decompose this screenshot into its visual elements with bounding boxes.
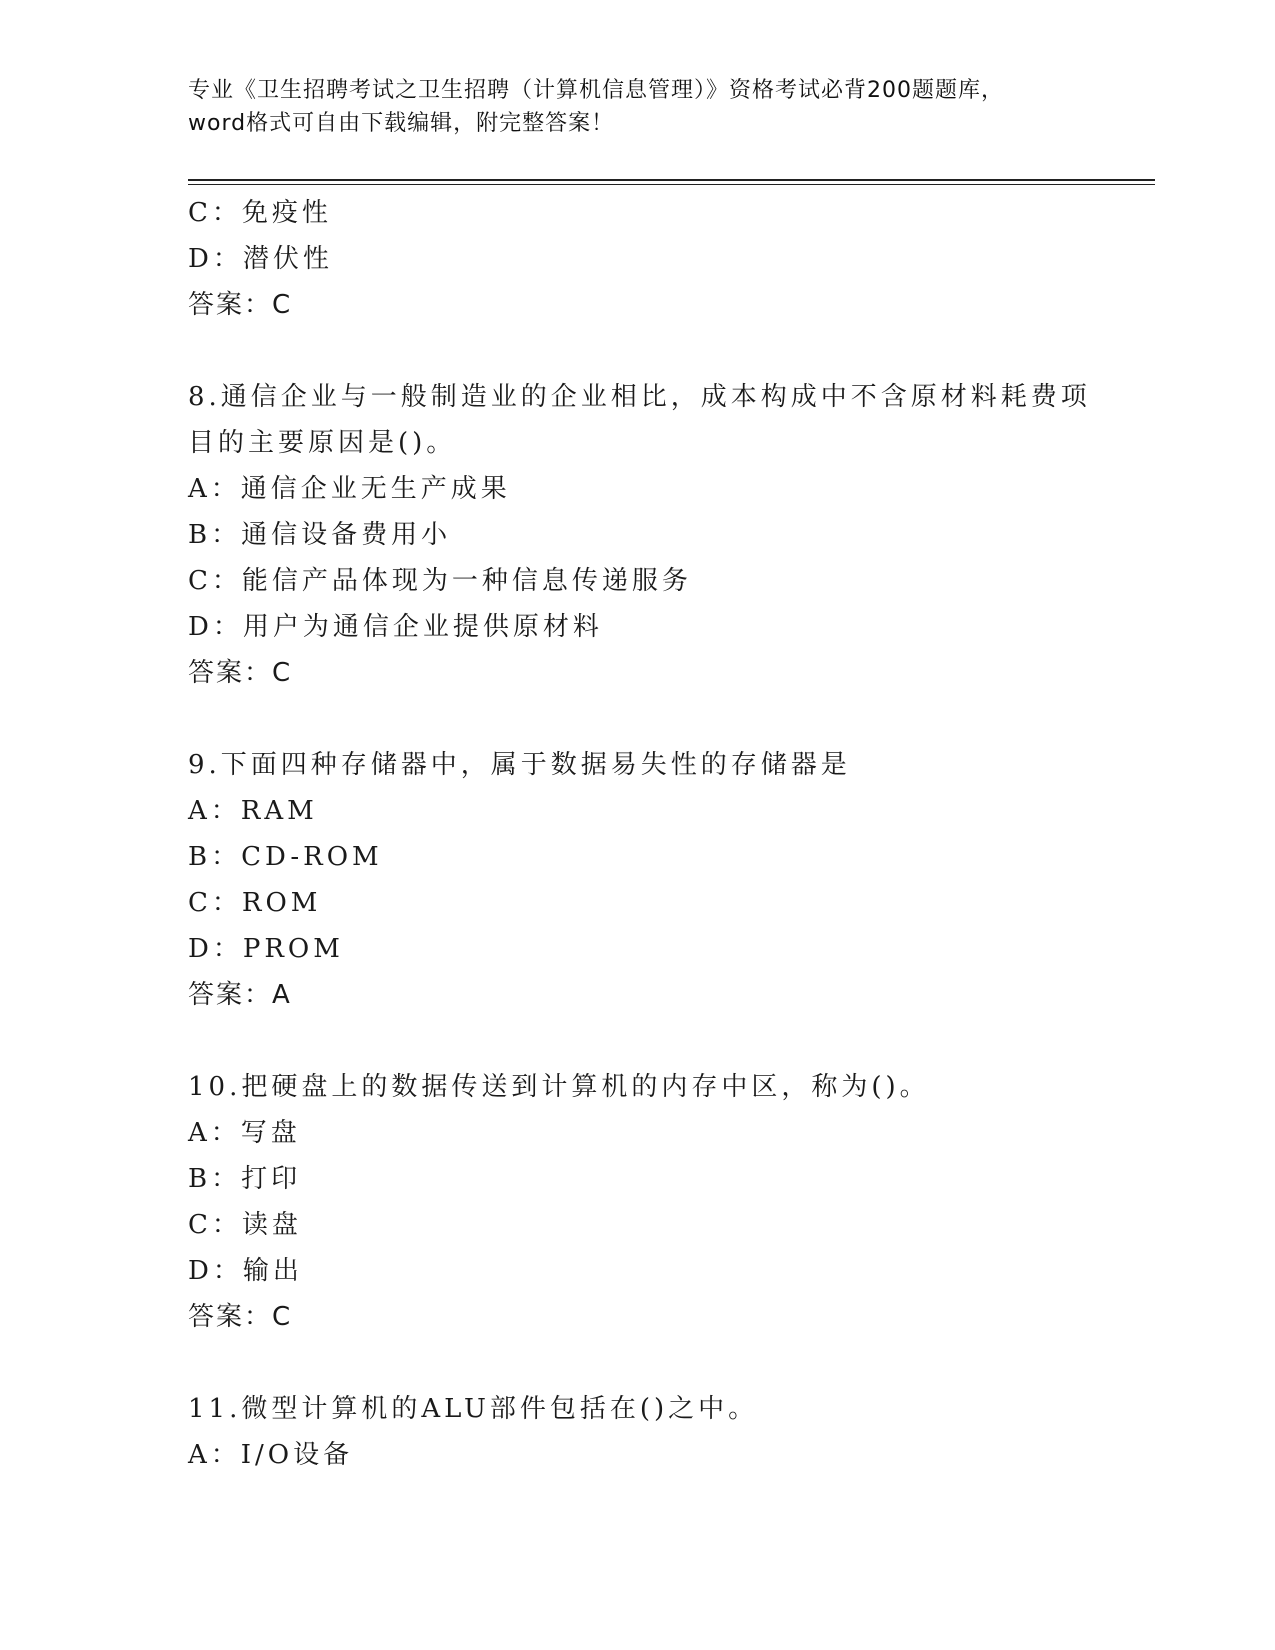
- header-divider-thick: [188, 179, 1155, 181]
- option-c: C：读盘: [188, 1210, 302, 1240]
- question-stem-line-1: 8.通信企业与一般制造业的企业相比，成本构成中不含原材料耗费项: [188, 382, 1091, 412]
- question-list: [188, 190, 1091, 1478]
- option-b: B：打印: [188, 1164, 302, 1194]
- answer-line: 答案：A: [188, 980, 292, 1010]
- question-spacer: [188, 1018, 1088, 1064]
- question-10: [188, 1064, 1088, 1340]
- question-spacer: [188, 1340, 1088, 1386]
- answer-line: 答案：C: [188, 290, 293, 320]
- option-c: C：免疫性: [188, 198, 332, 228]
- option-c: C：ROM: [188, 888, 322, 918]
- option-b: B：CD-ROM: [188, 842, 383, 872]
- option-d: D：潜伏性: [188, 244, 333, 274]
- question-9: [188, 742, 1088, 1018]
- option-a: A：I/O设备: [188, 1440, 354, 1470]
- header-title-line-1: 专业《卫生招聘考试之卫生招聘（计算机信息管理）》资格考试必背200题题库，: [188, 78, 1004, 103]
- option-a: A：通信企业无生产成果: [188, 474, 511, 504]
- header-title-line-2: word格式可自由下载编辑，附完整答案！: [188, 111, 615, 136]
- option-d: D：PROM: [188, 934, 344, 964]
- option-a: A：写盘: [188, 1118, 301, 1148]
- header-divider-thin: [188, 184, 1155, 185]
- question-spacer: [188, 696, 1088, 742]
- option-c: C：能信产品体现为一种信息传递服务: [188, 566, 692, 596]
- option-b: B：通信设备费用小: [188, 520, 452, 550]
- option-d: D：用户为通信企业提供原材料: [188, 612, 603, 642]
- option-d: D：输出: [188, 1256, 303, 1286]
- document-header: [188, 74, 1088, 140]
- answer-line: 答案：C: [188, 1302, 293, 1332]
- answer-line: 答案：C: [188, 658, 293, 688]
- question-stem: 11.微型计算机的ALU部件包括在()之中。: [188, 1394, 759, 1424]
- question-8: [188, 374, 1091, 696]
- question-stem-line-2: 目的主要原因是()。: [188, 428, 457, 458]
- option-a: A：RAM: [188, 796, 318, 826]
- question-stem: 9.下面四种存储器中，属于数据易失性的存储器是: [188, 750, 851, 780]
- question-11: [188, 1386, 1088, 1478]
- question-spacer: [188, 328, 1088, 374]
- question-stem: 10.把硬盘上的数据传送到计算机的内存中区，称为()。: [188, 1072, 930, 1102]
- question-7-tail: [188, 190, 1088, 328]
